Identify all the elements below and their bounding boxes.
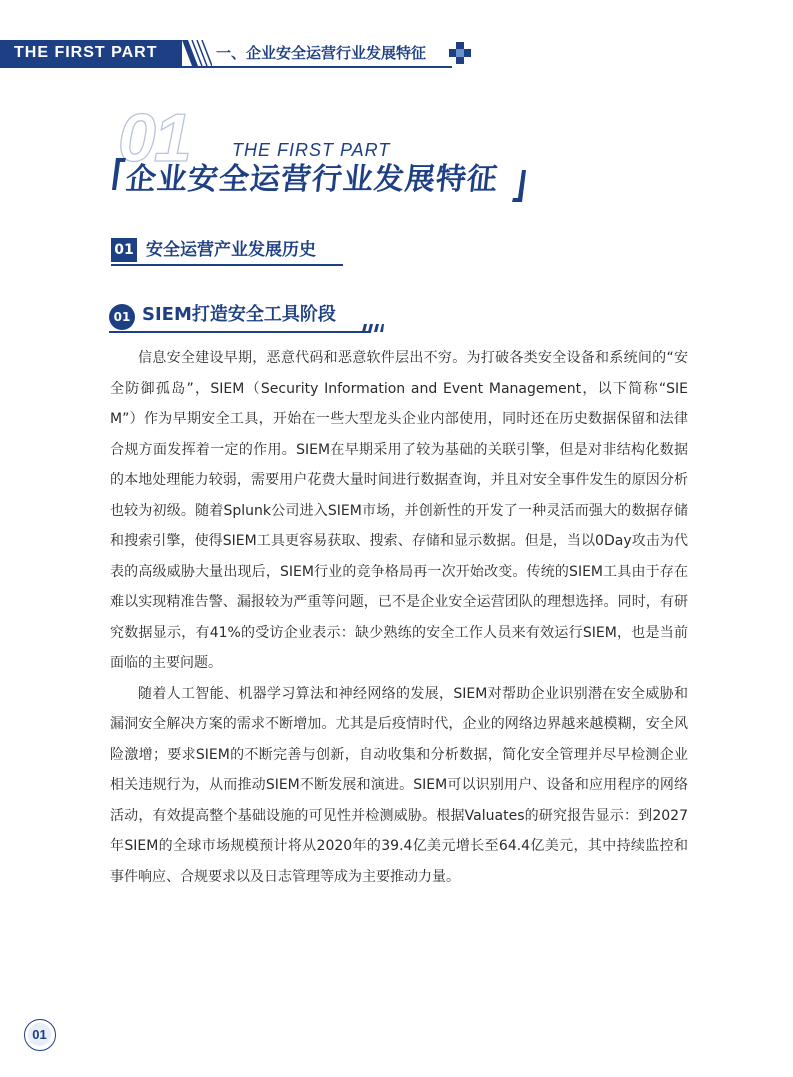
chapter-number-outline: 01 <box>118 100 190 176</box>
paragraph: 信息安全建设早期，恶意代码和恶意软件层出不穷。为打破各类安全设备和系统间的“安全防御孤岛”，SIEM（Security Information and Event Management，以下简称“SIEM”）作为早期安全工具，开始在一些大型龙头企业内部使用，同时还在历史数据保留和法律合规方面发挥着一定的作用。SIEM在早期采用了较为基础的关联引擎，但是对非结构化数据的本地处理能力较弱，需要用户花费大量时间进行数据查询，并且对安全事件发生的原因分析也较为初级。随着Splunk公司进入SIEM市场，并创新性的开发了一种灵活而强大的数据存储和搜索引擎，使得SIEM工具更容易获取、搜索、存储和显示数据。但是，当以0Day攻击为代表的高级威胁大量出现后，SIEM行业的竞争格局再一次开始改变。传统的SIEM工具由于存在难以实现精准告警、漏报较为严重等问题，已不是企业安全运营团队的理想选择。同时，有研究数据显示，有41%的受访企业表示：缺少熟练的安全工作人员来有效运行SIEM，也是当前面临的主要问题。 <box>110 350 688 671</box>
paragraph: 随着人工智能、机器学习算法和神经网络的发展，SIEM对帮助企业识别潜在安全威胁和漏洞安全解决方案的需求不断增加。尤其是后疫情时代，企业的网络边界越来越模糊，安全风险激增；要求SIEM的不断完善与创新，自动收集和分析数据，简化安全管理并尽早检测企业相关违规行为，从而推动SIEM不断发展和演进。SIEM可以识别用户、设备和应用程序的网络活动，有效提高整个基础设施的可见性并检测威胁。根据Valuates的研究报告显示：到2027年SIEM的全球市场规模预计将从2020年的39.4亿美元增长至64.4亿美元，其中持续监控和事件响应、合规要求以及日志管理等成为主要推动力量。 <box>110 685 688 885</box>
subsection-number-badge: 01 <box>109 304 135 330</box>
bracket-right-icon <box>512 170 526 202</box>
chapter-title: 企业安全运营行业发展特征 <box>124 162 500 197</box>
subsection-dashes-decoration <box>362 320 384 332</box>
subsection-title: SIEM打造安全工具阶段 <box>142 304 336 325</box>
chapter-sub-label: THE FIRST PART <box>232 140 391 160</box>
plus-cross-icon <box>449 42 471 64</box>
page-number-badge <box>24 1019 56 1051</box>
header-slashes-decoration <box>182 40 212 66</box>
body-text <box>110 343 688 892</box>
section-number-badge: 01 <box>111 238 137 262</box>
section-underline <box>111 264 343 266</box>
header-chapter-title: 一、企业安全运营行业发展特征 <box>216 44 427 62</box>
header-underline <box>0 66 452 68</box>
bracket-left-icon <box>112 158 126 190</box>
section-title: 安全运营产业发展历史 <box>146 240 316 260</box>
page-number: 01 <box>28 1023 51 1046</box>
subsection-underline <box>109 331 371 333</box>
header-part-label: THE FIRST PART <box>14 44 158 61</box>
